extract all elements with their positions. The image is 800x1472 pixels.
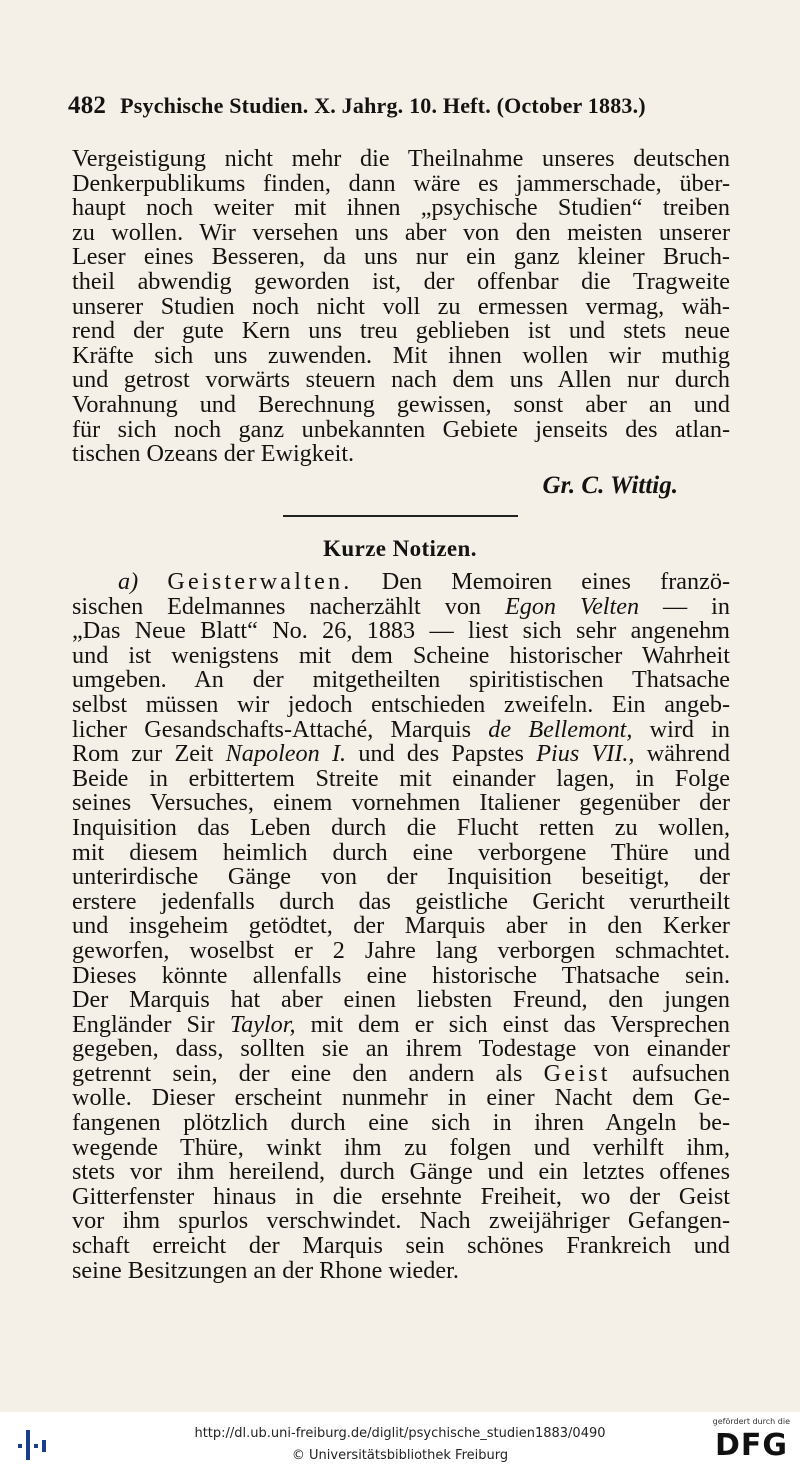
text-line: seines Versuches, einem vornehmen Italiener gegenüber der [72,789,730,817]
text-line: für sich noch ganz unbekannten Gebiete jenseits des atlan- [72,415,730,443]
text-line: Leser eines Besseren, da uns nur ein ganz kleiner Bruch- [72,243,730,271]
text-line: seine Besitzungen an der Rhone wieder. [72,1256,459,1284]
footer-copyright: © Universitätsbibliothek Freiburg [291,1448,509,1463]
text-line: schaft erreicht der Marquis sein schönes Frankreich und [72,1232,730,1260]
person-name: Pius VII., [536,740,635,768]
text-fragment: aufsuchen [631,1059,731,1087]
text-line: Dieses könnte allenfalls eine historische Thatsache sein. [72,961,730,989]
text-line: fangenen plötzlich durch eine sich in ihren Angeln be- [72,1109,730,1137]
paragraph-closing [72,147,730,467]
text-line: erstere jedenfalls durch das geistliche Gericht verurtheilt [72,887,730,915]
text-fragment: und des Papstes [358,740,524,768]
dfg-logo: DFG [714,1428,788,1463]
author-signature: Gr. C. Wittig. [542,472,678,499]
text-line: Kräfte sich uns zuwenden. Mit ihnen wollen wir muthig [72,341,730,369]
text-line: gegeben, dass, sollten sie an ihrem Todestage von einander [72,1035,730,1063]
text-line: Denkerpublikums finden, dann wäre es jammerschade, über- [72,169,730,197]
text-line [72,1059,731,1087]
text-line [72,1010,731,1038]
section-title: Kurze Notizen. [323,536,477,561]
page-number: 482 [68,92,107,119]
text-fragment: licher Gesandschafts-Attaché, Marquis [72,715,472,743]
text-fragment: sischen Edelmannes nacherzählt von [72,592,482,620]
text-line: theil abwendig geworden ist, der offenbar die Tragweite [72,267,730,295]
footer-url-link[interactable]: http://dl.ub.uni-freiburg.de/diglit/psychische_studien1883/0490 [194,1426,606,1441]
text-line: und insgeheim getödtet, der Marquis aber in den Kerker [72,912,730,940]
text-fragment: Engländer Sir [72,1010,215,1038]
text-fragment: während [646,740,731,768]
text-line: rend der gute Kern uns treu geblieben ist und stets neue [72,317,730,345]
dfg-note: gefördert durch die [712,1417,790,1426]
text-line [72,570,730,595]
text-line: Vergeistigung nicht mehr die Theilnahme unseres deutschen [72,145,730,172]
text-line: Vorahnung und Berechnung gewissen, sonst aber an und [72,390,730,418]
text-fragment: — in [663,592,730,620]
text-line: Gitterfenster hinaus in die ersehnte Freiheit, wo der Geist [72,1182,730,1210]
text-line: wolle. Dieser erscheint nunmehr in einer Nacht dem Ge- [72,1084,730,1112]
section-divider [283,515,518,517]
text-fragment: Den Memoiren eines franzö- [381,568,730,595]
text-line: und ist wenigstens mit dem Scheine historischer Wahrheit [72,641,730,669]
text-line: wegende Thüre, winkt ihm zu folgen und verhilft ihm, [72,1133,730,1161]
person-name: Napoleon I. [225,740,347,768]
text-line: geworfen, woselbst er 2 Jahre lang verborgen schmachtet. [72,936,730,964]
text-fragment: Rom zur Zeit [72,740,214,768]
running-header [68,92,728,120]
text-line: selbst müssen wir jedoch entschieden zweifeln. Ein angeb- [72,690,730,718]
item-label: a) [118,568,139,595]
text-line: tischen Ozeans der Ewigkeit. [72,440,355,468]
text-fragment: mit dem er sich einst das Versprechen [310,1010,731,1038]
text-line: unterirdische Gänge von der Inquisition beseitigt, der [72,863,730,891]
text-line [72,715,730,743]
text-line: vor ihm spurlos verschwindet. Nach zweijähriger Gefangen- [72,1207,730,1235]
text-line [72,592,730,620]
text-line: Inquisition das Leben durch die Flucht retten zu wollen, [72,813,730,841]
running-title: Psychische Studien. X. Jahrg. 10. Heft. (October 1883.) [120,93,646,118]
text-line: Der Marquis hat aber einen liebsten Freund, den jungen [72,986,730,1014]
text-fragment: getrennt sein, der eine den andern als [72,1059,523,1087]
footer-bar [0,1412,800,1472]
text-line: unserer Studien noch nicht voll zu ermessen vermag, wäh- [72,292,730,320]
person-name: de Bellemont, [488,715,633,743]
notice-heading: Geisterwalten. [167,568,353,595]
emphasized-word: Geist [543,1059,611,1087]
text-line: haupt noch weiter mit ihnen „psychische Studien“ treiben [72,194,730,222]
author-name: Egon Velten [504,592,640,620]
person-name: Taylor, [229,1010,296,1038]
text-line [72,742,730,767]
text-fragment: wird in [649,715,730,743]
text-line: umgeben. An der mitgetheilten spiritistischen Thatsache [72,666,730,694]
text-line: stets vor ihm hereilend, durch Gänge und ein letztes offenes [72,1158,730,1186]
text-line: und getrost vorwärts steuern nach dem uns Allen nur durch [72,366,730,394]
text-line: zu wollen. Wir versehen uns aber von den meisten unserer [72,218,730,246]
text-line: Beide in erbittertem Streite mit einander lagen, in Folge [72,764,730,792]
text-line: „Das Neue Blatt“ No. 26, 1883 — liest sich sehr angenehm [72,617,730,645]
text-line: mit diesem heimlich durch eine verborgene Thüre und [72,838,730,866]
notice-geisterwalten [72,570,730,1283]
